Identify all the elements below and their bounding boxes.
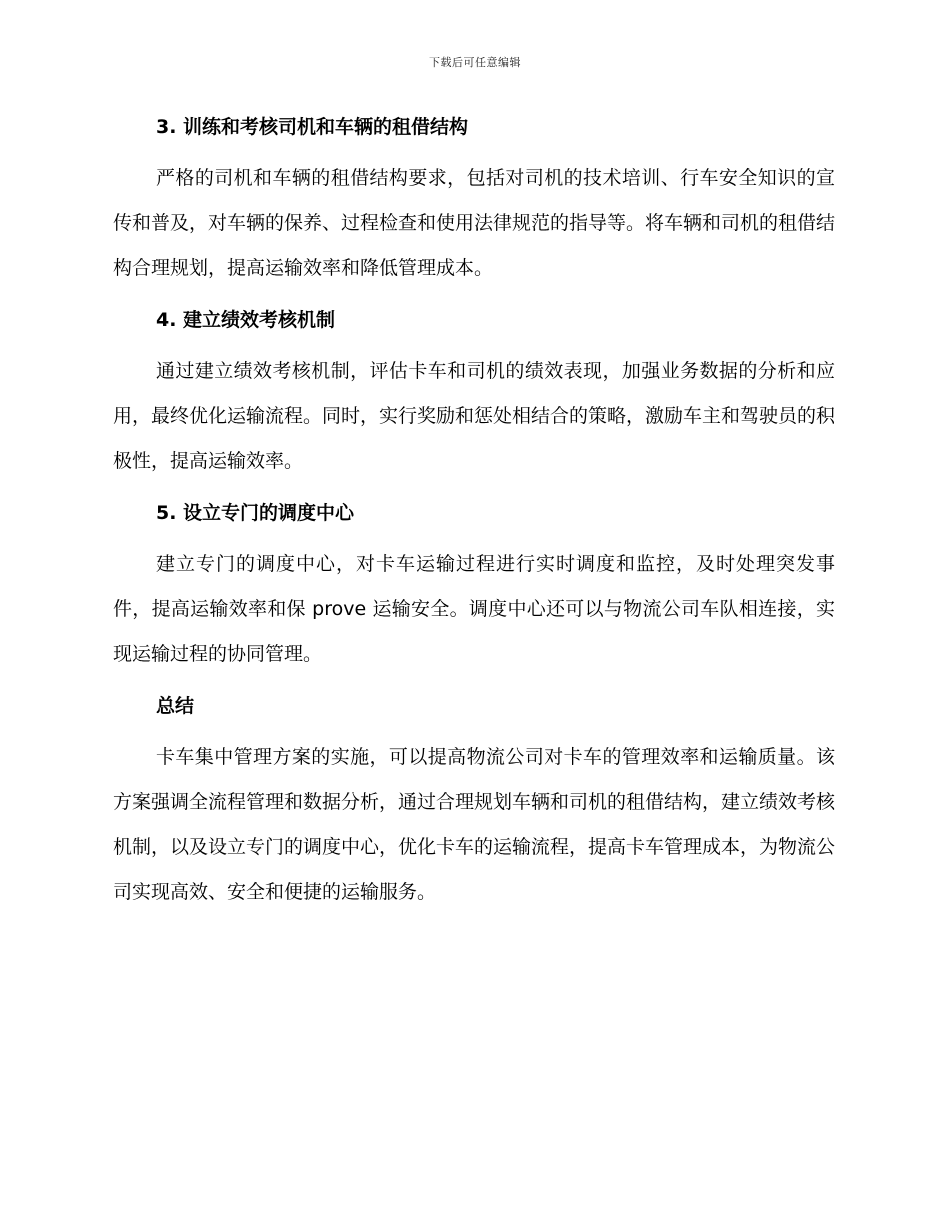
section-5 xyxy=(113,498,835,691)
document-body xyxy=(113,112,835,915)
section-paragraph: 严格的司机和车辆的租借结构要求，包括对司机的技术培训、行车安全知识的宣传和普及，对车辆的保养、过程检查和使用法律规范的指导等。将车辆和司机的租借结构合理规划，提高运输效率和降低管理成本。 xyxy=(113,167,836,279)
section-3 xyxy=(113,112,835,305)
section-summary xyxy=(113,691,835,915)
section-heading: 总结 xyxy=(156,695,195,717)
section-paragraph: 建立专门的调度中心，对卡车运输过程进行实时调度和监控，及时处理突发事件，提高运输效率和保 prove 运输安全。调度中心还可以与物流公司车队相连接，实现运输过程的协同管理。 xyxy=(113,553,835,665)
section-paragraph: 卡车集中管理方案的实施，可以提高物流公司对卡车的管理效率和运输质量。该方案强调全流程管理和数据分析，通过合理规划车辆和司机的租借结构，建立绩效考核机制，以及设立专门的调度中心，优化卡车的运输流程，提高卡车管理成本，为物流公司实现高效、安全和便捷的运输服务。 xyxy=(113,746,836,903)
section-heading: 3. 训练和考核司机和车辆的租借结构 xyxy=(156,116,469,138)
section-paragraph: 通过建立绩效考核机制，评估卡车和司机的绩效表现，加强业务数据的分析和应用，最终优化运输流程。同时，实行奖励和惩处相结合的策略，激励车主和驾驶员的积极性，提高运输效率。 xyxy=(113,360,836,472)
section-heading: 5. 设立专门的调度中心 xyxy=(156,502,355,524)
section-4 xyxy=(113,305,835,498)
page-header: 下载后可任意编辑 xyxy=(429,56,521,69)
section-heading: 4. 建立绩效考核机制 xyxy=(156,309,336,331)
